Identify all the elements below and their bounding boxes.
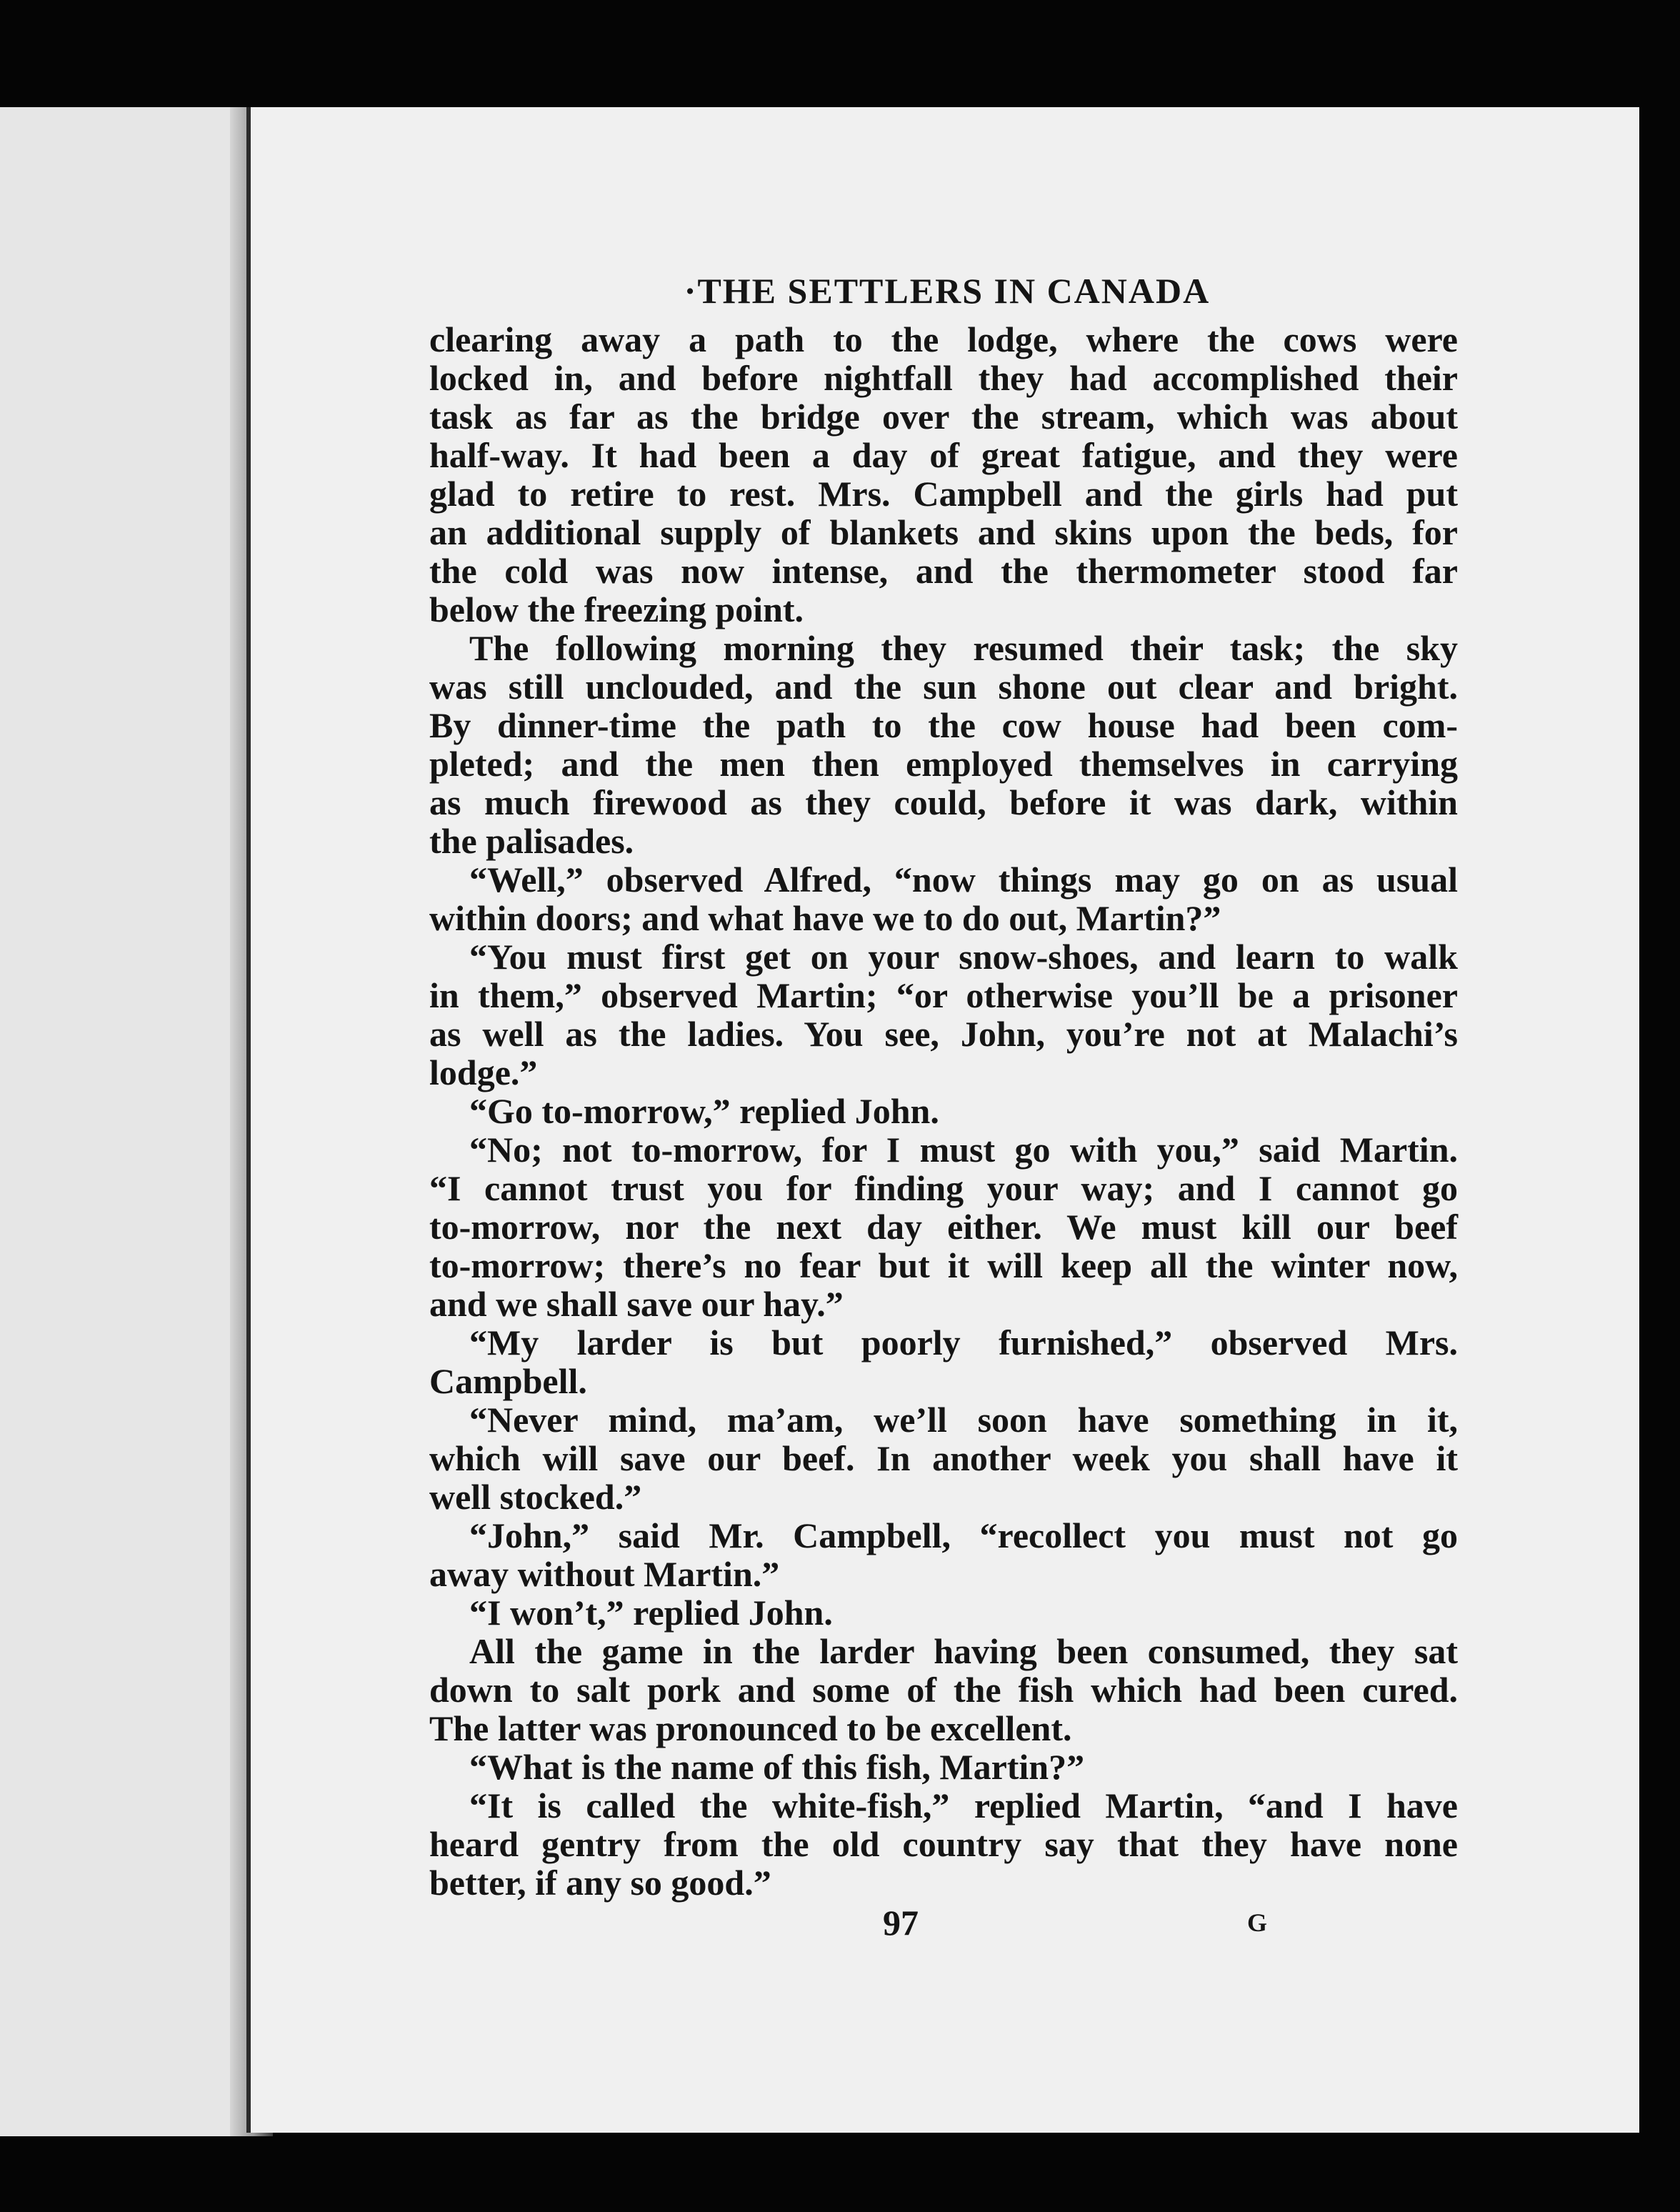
text-line: which will save our beef. In another week you shall have it [429, 1438, 1458, 1478]
text-line: “My larder is but poorly furnished,” observed Mrs. [469, 1322, 1458, 1362]
text-line: “Go to-morrow,” replied John. [469, 1091, 939, 1131]
text-line: “Well,” observed Alfred, “now things may go on as usual [469, 860, 1458, 900]
text-line: better, if any so good.” [429, 1863, 771, 1903]
text-line: as well as the ladies. You see, John, you’re not at Malachi’s [429, 1014, 1458, 1054]
text-line: “John,” said Mr. Campbell, “recollect you must not go [469, 1515, 1458, 1555]
text-line: The latter was pronounced to be excellent. [429, 1708, 1072, 1748]
text-line: All the game in the larder having been consumed, they sat [469, 1631, 1458, 1671]
page-number: 97 [883, 1903, 919, 1943]
text-line: to-morrow, nor the next day either. We must kill our beef [429, 1207, 1458, 1247]
running-header: ·THE SETTLERS IN CANADA [684, 271, 1211, 311]
text-line: well stocked.” [429, 1477, 642, 1517]
text-line: Campbell. [429, 1361, 587, 1401]
body-text [429, 320, 1458, 1902]
text-line: The following morning they resumed their task; the sky [469, 628, 1458, 668]
text-line: the cold was now intense, and the thermometer stood far [429, 551, 1458, 591]
text-line: lodge.” [429, 1052, 538, 1092]
text-line: “What is the name of this fish, Martin?” [469, 1747, 1085, 1787]
text-line: “Never mind, ma’am, we’ll soon have something in it, [469, 1400, 1458, 1440]
text-line: locked in, and before nightfall they had accomplished their [429, 358, 1458, 398]
text-line: half-way. It had been a day of great fatigue, and they were [429, 435, 1458, 475]
text-line: pleted; and the men then employed themselves in carrying [429, 744, 1458, 784]
text-line: clearing away a path to the lodge, where the cows were [429, 319, 1458, 359]
text-line: down to salt pork and some of the fish which had been cured. [429, 1670, 1458, 1710]
text-line: in them,” observed Martin; “or otherwise you’ll be a prisoner [429, 975, 1458, 1015]
text-line: “I won’t,” replied John. [469, 1593, 833, 1633]
text-line: the palisades. [429, 821, 634, 861]
text-line: to-morrow; there’s no fear but it will keep all the winter now, [429, 1245, 1458, 1285]
text-line: “You must first get on your snow-shoes, and learn to walk [469, 937, 1458, 977]
text-line: as much firewood as they could, before it was dark, within [429, 782, 1458, 822]
text-line: “I cannot trust you for finding your way; and I cannot go [429, 1168, 1458, 1208]
text-line: heard gentry from the old country say that they have none [429, 1824, 1458, 1864]
text-line: within doors; and what have we to do out, Martin?” [429, 898, 1221, 938]
book-page-right [246, 107, 1644, 2133]
scan-edge [1639, 107, 1680, 2133]
signature-mark: G [1247, 1908, 1268, 1937]
text-line: By dinner-time the path to the cow house had been com- [429, 705, 1458, 745]
text-line: below the freezing point. [429, 589, 804, 629]
text-line: was still unclouded, and the sun shone out clear and bright. [429, 667, 1458, 707]
text-line: task as far as the bridge over the stream, which was about [429, 397, 1458, 437]
text-line: “It is called the white-fish,” replied Martin, “and I have [469, 1785, 1458, 1825]
text-line: glad to retire to rest. Mrs. Campbell and the girls had put [429, 474, 1458, 514]
text-line: “No; not to-morrow, for I must go with you,” said Martin. [469, 1130, 1458, 1170]
text-line: away without Martin.” [429, 1554, 780, 1594]
text-line: an additional supply of blankets and skins upon the beds, for [429, 512, 1458, 552]
text-line: and we shall save our hay.” [429, 1284, 844, 1324]
